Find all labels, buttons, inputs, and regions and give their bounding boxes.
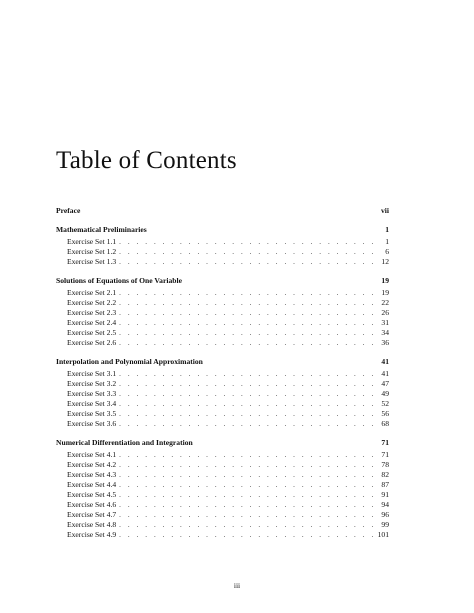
toc-chapter-page: 41 — [381, 356, 389, 366]
toc-entry-page: 52 — [381, 399, 389, 409]
toc-entry-page: 78 — [381, 460, 389, 470]
toc-entry-label: Exercise Set 4.4 — [67, 480, 117, 490]
toc-entry-page: 71 — [381, 450, 389, 460]
toc-entry-label: Exercise Set 1.3 — [67, 257, 117, 267]
toc-chapter — [56, 438, 389, 540]
toc-chapter-page: 71 — [381, 437, 389, 447]
toc-entry-label: Exercise Set 4.9 — [67, 530, 117, 540]
toc-entry-label: Exercise Set 2.4 — [67, 318, 117, 328]
toc-chapter-heading-row[interactable] — [56, 276, 389, 286]
dot-leader — [119, 379, 376, 389]
dot-leader — [119, 470, 376, 480]
toc-entry-page: 99 — [381, 520, 389, 530]
toc-entry-label: Exercise Set 2.5 — [67, 328, 117, 338]
dot-leader — [119, 520, 376, 530]
toc-entry-page: 22 — [381, 298, 389, 308]
toc-entry-row[interactable] — [56, 500, 389, 510]
toc-entry-row[interactable] — [56, 389, 389, 399]
toc-entry-page: 96 — [381, 510, 389, 520]
dot-leader — [119, 257, 376, 267]
dot-leader — [119, 500, 376, 510]
toc-entry-page: 41 — [381, 369, 389, 379]
toc-chapter-page: 1 — [385, 224, 389, 234]
toc-entry-row[interactable] — [56, 298, 389, 308]
toc-entry-page: 1 — [385, 237, 389, 247]
dot-leader — [119, 318, 376, 328]
toc-entry-row[interactable] — [56, 460, 389, 470]
dot-leader — [119, 288, 376, 298]
toc-entry-label: Exercise Set 2.1 — [67, 288, 117, 298]
dot-leader — [119, 247, 376, 257]
toc-chapter — [56, 225, 389, 267]
toc-preface-page: vii — [380, 206, 389, 215]
dot-leader — [119, 530, 374, 540]
dot-leader — [119, 480, 376, 490]
toc-entry-row[interactable] — [56, 308, 389, 318]
toc-chapter-page: 19 — [381, 275, 389, 285]
table-of-contents — [56, 206, 389, 549]
toc-entry-page: 56 — [381, 409, 389, 419]
page-title: Table of Contents — [56, 147, 237, 174]
toc-entry-page: 31 — [381, 318, 389, 328]
toc-entry-row[interactable] — [56, 399, 389, 409]
toc-entry-page: 47 — [381, 379, 389, 389]
toc-entry-row[interactable] — [56, 470, 389, 480]
toc-entry-row[interactable] — [56, 450, 389, 460]
toc-entry-row[interactable] — [56, 247, 389, 257]
toc-chapter-title: Solutions of Equations of One Variable — [56, 275, 182, 285]
toc-entry-page: 82 — [381, 470, 389, 480]
toc-entry-label: Exercise Set 4.5 — [67, 490, 117, 500]
dot-leader — [119, 237, 376, 247]
toc-entry-row[interactable] — [56, 257, 389, 267]
toc-entry-row[interactable] — [56, 530, 389, 540]
toc-chapter-title: Interpolation and Polynomial Approximation — [56, 356, 203, 366]
toc-chapter-title: Numerical Differentiation and Integration — [56, 437, 193, 447]
toc-entry-label: Exercise Set 4.1 — [67, 450, 117, 460]
toc-entry-label: Exercise Set 1.2 — [67, 247, 117, 257]
toc-entry-page: 36 — [381, 338, 389, 348]
toc-entry-label: Exercise Set 3.2 — [67, 379, 117, 389]
toc-entry-row[interactable] — [56, 419, 389, 429]
toc-entry-label: Exercise Set 4.8 — [67, 520, 117, 530]
toc-entry-label: Exercise Set 1.1 — [67, 237, 117, 247]
toc-entry-page: 49 — [381, 389, 389, 399]
toc-entry-page: 87 — [381, 480, 389, 490]
toc-entry-row[interactable] — [56, 237, 389, 247]
toc-chapter — [56, 276, 389, 348]
toc-entry-label: Exercise Set 4.6 — [67, 500, 117, 510]
toc-entry-label: Exercise Set 2.6 — [67, 338, 117, 348]
toc-entry-page: 26 — [381, 308, 389, 318]
toc-entry-page: 34 — [381, 328, 389, 338]
dot-leader — [119, 389, 376, 399]
dot-leader — [119, 369, 376, 379]
dot-leader — [119, 328, 376, 338]
toc-entry-row[interactable] — [56, 510, 389, 520]
preface-section — [56, 206, 389, 216]
toc-entry-label: Exercise Set 4.2 — [67, 460, 117, 470]
toc-preface-label: Preface — [56, 206, 81, 215]
toc-entry-page: 68 — [381, 419, 389, 429]
toc-entry-row[interactable] — [56, 369, 389, 379]
toc-entry-label: Exercise Set 4.7 — [67, 510, 117, 520]
toc-chapter-title: Mathematical Preliminaries — [56, 224, 147, 234]
toc-chapter-heading-row[interactable] — [56, 438, 389, 448]
toc-entry-label: Exercise Set 3.1 — [67, 369, 117, 379]
toc-entry-row[interactable] — [56, 520, 389, 530]
dot-leader — [119, 338, 376, 348]
toc-entry-row[interactable] — [56, 338, 389, 348]
toc-entry-label: Exercise Set 3.3 — [67, 389, 117, 399]
toc-entry-label: Exercise Set 3.5 — [67, 409, 117, 419]
toc-entry-page: 12 — [381, 257, 389, 267]
dot-leader — [119, 450, 376, 460]
dot-leader — [119, 460, 376, 470]
toc-entry-row[interactable] — [56, 490, 389, 500]
dot-leader — [119, 399, 376, 409]
dot-leader — [119, 490, 376, 500]
toc-preface-row[interactable] — [56, 206, 389, 216]
page-number: iii — [233, 581, 241, 590]
toc-entry-page: 19 — [381, 288, 389, 298]
toc-entry-row[interactable] — [56, 480, 389, 490]
toc-chapter — [56, 357, 389, 429]
toc-entry-page: 6 — [385, 247, 389, 257]
toc-entry-label: Exercise Set 2.3 — [67, 308, 117, 318]
toc-chapter-heading-row[interactable] — [56, 357, 389, 367]
toc-entry-row[interactable] — [56, 328, 389, 338]
dot-leader — [119, 308, 376, 318]
toc-entry-page: 94 — [381, 500, 389, 510]
toc-entry-label: Exercise Set 3.4 — [67, 399, 117, 409]
toc-entry-row[interactable] — [56, 409, 389, 419]
dot-leader — [119, 419, 376, 429]
toc-entry-row[interactable] — [56, 379, 389, 389]
dot-leader — [119, 510, 376, 520]
toc-chapter-heading-row[interactable] — [56, 225, 389, 235]
toc-entry-row[interactable] — [56, 318, 389, 328]
toc-entry-label: Exercise Set 3.6 — [67, 419, 117, 429]
toc-entry-page: 101 — [377, 530, 389, 540]
dot-leader — [119, 409, 376, 419]
dot-leader — [119, 298, 376, 308]
toc-entry-row[interactable] — [56, 288, 389, 298]
toc-entry-page: 91 — [381, 490, 389, 500]
toc-entry-label: Exercise Set 2.2 — [67, 298, 117, 308]
toc-entry-label: Exercise Set 4.3 — [67, 470, 117, 480]
